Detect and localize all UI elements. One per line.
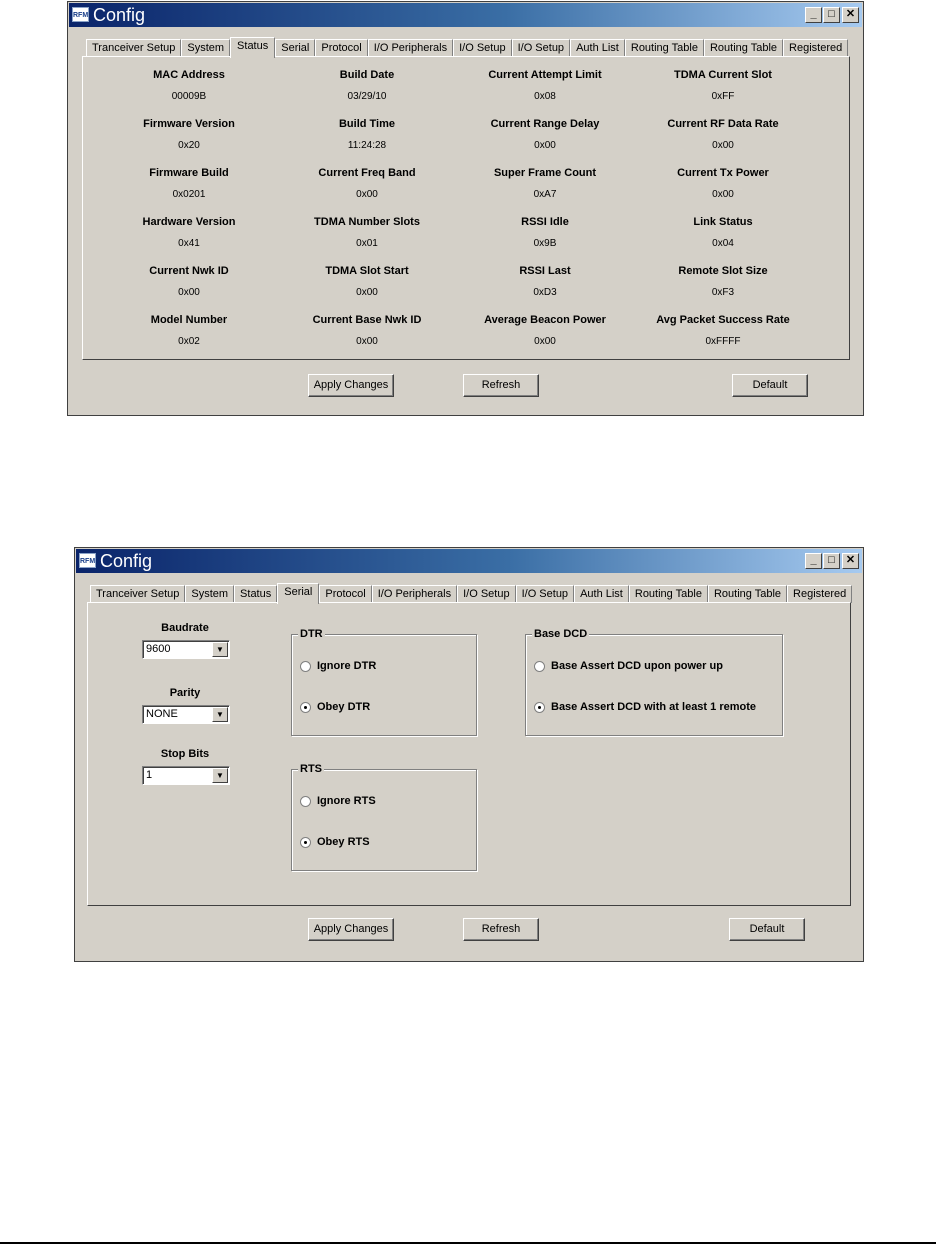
status-field [457,314,633,348]
default-button[interactable]: Default [729,918,805,941]
apply-changes-button[interactable]: Apply Changes [308,374,394,397]
status-field [635,314,811,348]
status-field [101,314,277,348]
status-label: Current Attempt Limit [488,69,602,81]
status-field [635,216,811,250]
status-value: 0x00 [534,336,556,347]
tab-io-setup-2[interactable]: I/O Setup [512,39,570,57]
default-button[interactable]: Default [732,374,808,397]
base-dcd-group-title: Base DCD [534,628,588,640]
close-icon: ✕ [845,8,856,20]
stop-bits-label: Stop Bits [160,748,210,760]
tab-strip [90,583,852,602]
status-value: 0x0201 [172,189,206,200]
status-label: Current Nwk ID [149,265,229,277]
rts-group [291,763,477,871]
status-value: 11:24:28 [347,140,387,151]
apply-changes-button[interactable]: Apply Changes [308,918,394,941]
status-value: 0x04 [712,238,734,249]
obey-rts-radio[interactable] [300,836,370,848]
status-label: Current Tx Power [677,167,769,179]
status-label: RSSI Last [519,265,571,277]
refresh-button[interactable]: Refresh [463,918,539,941]
window-title: Config [100,551,153,571]
status-value: 0x01 [356,238,378,249]
status-panel [82,56,850,360]
baudrate-label: Baudrate [161,622,209,634]
status-field [101,118,277,152]
tab-routing-table-1[interactable]: Routing Table [625,39,704,57]
tab-io-setup-1[interactable]: I/O Setup [453,39,511,57]
status-label: Build Time [338,118,396,130]
ignore-rts-label: Ignore RTS [317,795,376,807]
status-field [101,167,277,201]
status-field [101,69,277,103]
window-title: Config [93,5,146,25]
minimize-icon: _ [810,8,817,20]
radio-icon [534,661,545,672]
status-value: 0x41 [178,238,200,249]
parity-label: Parity [169,687,201,699]
tab-serial[interactable]: Serial [277,583,319,604]
status-field [635,167,811,201]
status-field [279,265,455,299]
status-label: Super Frame Count [493,167,597,179]
ignore-dtr-label: Ignore DTR [317,660,377,672]
base-assert-power-up-label: Base Assert DCD upon power up [551,660,723,672]
minimize-button[interactable] [805,7,822,23]
tab-io-setup-2[interactable]: I/O Setup [516,585,574,603]
status-label: TDMA Slot Start [325,265,409,277]
status-label: MAC Address [153,69,225,81]
tab-status[interactable]: Status [234,585,277,603]
maximize-icon: □ [828,8,835,20]
close-button[interactable] [842,7,859,23]
status-field [279,69,455,103]
chevron-down-icon[interactable]: ▼ [212,768,228,783]
status-value: 0x00 [534,140,556,151]
status-value: 0xD3 [533,287,557,298]
baudrate-value: 9600 [146,643,171,655]
status-field [457,216,633,250]
tab-tranceiver-setup[interactable]: Tranceiver Setup [90,585,185,603]
baudrate-select[interactable] [142,640,230,659]
tab-status[interactable]: Status [230,37,275,58]
close-button[interactable] [842,553,859,569]
status-value: 03/29/10 [347,91,387,102]
status-label: TDMA Current Slot [674,69,772,81]
tab-protocol[interactable]: Protocol [315,39,367,57]
status-value: 0x00 [712,189,734,200]
status-label: RSSI Idle [521,216,569,228]
dtr-group [291,628,477,736]
page-divider [0,1242,936,1244]
tab-system[interactable]: System [185,585,234,603]
tab-strip [86,37,848,56]
status-field [457,265,633,299]
obey-rts-label: Obey RTS [317,836,370,848]
tab-routing-table-1[interactable]: Routing Table [629,585,708,603]
status-label: Build Date [339,69,395,81]
status-value: 0x00 [356,336,378,347]
status-value: 0x00 [712,140,734,151]
status-label: TDMA Number Slots [314,216,420,228]
rts-group-title: RTS [300,763,322,775]
base-dcd-group [525,628,783,736]
status-label: Hardware Version [142,216,236,228]
tab-routing-table-2[interactable]: Routing Table [704,39,783,57]
tab-io-peripherals[interactable]: I/O Peripherals [368,39,453,57]
base-assert-remote-label: Base Assert DCD with at least 1 remote [551,701,756,713]
tab-serial[interactable]: Serial [275,39,315,57]
status-label: Firmware Version [143,118,235,130]
status-field [457,118,633,152]
parity-value: NONE [146,708,178,720]
status-field [635,265,811,299]
app-logo-icon: RFM [72,7,89,22]
status-label: Link Status [693,216,753,228]
status-value: 0xFFFF [705,336,741,347]
stop-bits-select[interactable] [142,766,230,785]
status-value: 0x00 [356,287,378,298]
status-field [457,69,633,103]
status-value: 0xA7 [533,189,557,200]
status-field [101,216,277,250]
status-value: 0xFF [711,91,735,102]
serial-panel [87,602,851,906]
refresh-button[interactable]: Refresh [463,374,539,397]
status-field [279,167,455,201]
minimize-button[interactable] [805,553,822,569]
radio-selected-icon [300,837,311,848]
stop-bits-value: 1 [146,769,153,781]
close-icon: ✕ [845,554,856,566]
base-assert-power-up-radio[interactable] [534,660,723,672]
status-label: Current RF Data Rate [667,118,779,130]
dtr-group-title: DTR [300,628,323,640]
radio-icon [300,796,311,807]
minimize-icon: _ [810,554,817,566]
tab-io-setup-1[interactable]: I/O Setup [457,585,515,603]
tab-routing-table-2[interactable]: Routing Table [708,585,787,603]
status-value: 0x9B [533,238,557,249]
maximize-button[interactable] [823,7,840,23]
status-label: Remote Slot Size [678,265,768,277]
status-value: 00009B [171,91,207,102]
tab-registered[interactable]: Registered [787,585,852,603]
title-bar[interactable] [76,549,862,573]
status-field [279,118,455,152]
status-field [457,167,633,201]
status-value: 0x00 [178,287,200,298]
status-field [101,265,277,299]
ignore-rts-radio[interactable] [300,795,376,807]
maximize-icon: □ [828,554,835,566]
tab-io-peripherals[interactable]: I/O Peripherals [372,585,457,603]
status-label: Current Range Delay [490,118,600,130]
status-field [279,216,455,250]
maximize-button[interactable] [823,553,840,569]
tab-tranceiver-setup[interactable]: Tranceiver Setup [86,39,181,57]
config-window-serial [74,547,864,962]
status-label: Model Number [150,314,228,326]
base-assert-remote-radio[interactable] [534,701,756,713]
tab-auth-list[interactable]: Auth List [574,585,629,603]
title-bar[interactable] [69,3,862,27]
tab-auth-list[interactable]: Auth List [570,39,625,57]
parity-select[interactable] [142,705,230,724]
status-value: 0x00 [356,189,378,200]
status-label: Firmware Build [149,167,229,179]
radio-selected-icon [534,702,545,713]
chevron-down-icon[interactable]: ▼ [212,642,228,657]
status-field [279,314,455,348]
chevron-down-icon[interactable]: ▼ [212,707,228,722]
status-label: Average Beacon Power [484,314,606,326]
status-value: 0x02 [178,336,200,347]
tab-registered[interactable]: Registered [783,39,848,57]
status-field [635,69,811,103]
status-field [635,118,811,152]
status-label: Current Freq Band [318,167,416,179]
tab-system[interactable]: System [181,39,230,57]
radio-selected-icon [300,702,311,713]
status-value: 0x08 [534,91,556,102]
status-label: Avg Packet Success Rate [656,314,790,326]
obey-dtr-radio[interactable] [300,701,370,713]
status-value: 0xF3 [711,287,735,298]
tab-protocol[interactable]: Protocol [319,585,371,603]
config-window-status [67,1,864,416]
app-logo-icon: RFM [79,553,96,568]
ignore-dtr-radio[interactable] [300,660,376,672]
radio-icon [300,661,311,672]
status-label: Current Base Nwk ID [312,314,422,326]
status-value: 0x20 [178,140,200,151]
obey-dtr-label: Obey DTR [317,701,371,713]
